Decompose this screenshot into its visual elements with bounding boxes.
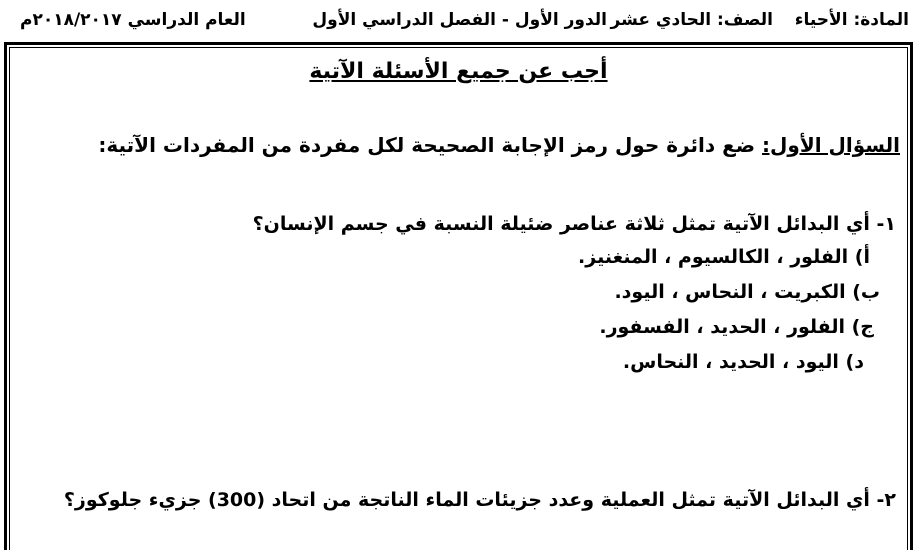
question-one-title bbox=[98, 133, 900, 157]
question-one-instruction: ضع دائرة حول رمز الإجابة الصحيحة لكل مفردة من المفردات الآتية: bbox=[98, 133, 763, 157]
exam-header bbox=[0, 6, 923, 36]
main-heading: أجب عن جميع الأسئلة الآتية bbox=[309, 59, 608, 84]
item-2-question: ٢- أي البدائل الآتية تمثل العملية وعدد جزيئات الماء الناتجة من اتحاد (300) جزيء جلوكوز؟ bbox=[63, 489, 896, 511]
exam-frame bbox=[4, 42, 913, 550]
grade-label: الصف: الحادي عشر bbox=[610, 10, 773, 30]
academic-year-label: العام الدراسي ٢٠١٨/٢٠١٧م bbox=[20, 10, 246, 30]
item-1-option-a[interactable]: أ) الفلور ، الكالسيوم ، المنغنيز. bbox=[578, 246, 870, 268]
question-one-label: السؤال الأول: bbox=[762, 133, 900, 157]
item-1-option-c[interactable]: ج) الفلور ، الحديد ، الفسفور. bbox=[599, 316, 874, 338]
session-label: الدور الأول - الفصل الدراسي الأول bbox=[312, 10, 607, 30]
item-1-option-b[interactable]: ب) الكبريت ، النحاس ، اليود. bbox=[614, 281, 880, 303]
item-1-question: ١- أي البدائل الآتية تمثل ثلاثة عناصر ضئيلة النسبة في جسم الإنسان؟ bbox=[252, 213, 896, 235]
item-1-option-d[interactable]: د) اليود ، الحديد ، النحاس. bbox=[622, 351, 864, 373]
subject-label: المادة: الأحياء bbox=[794, 10, 909, 30]
